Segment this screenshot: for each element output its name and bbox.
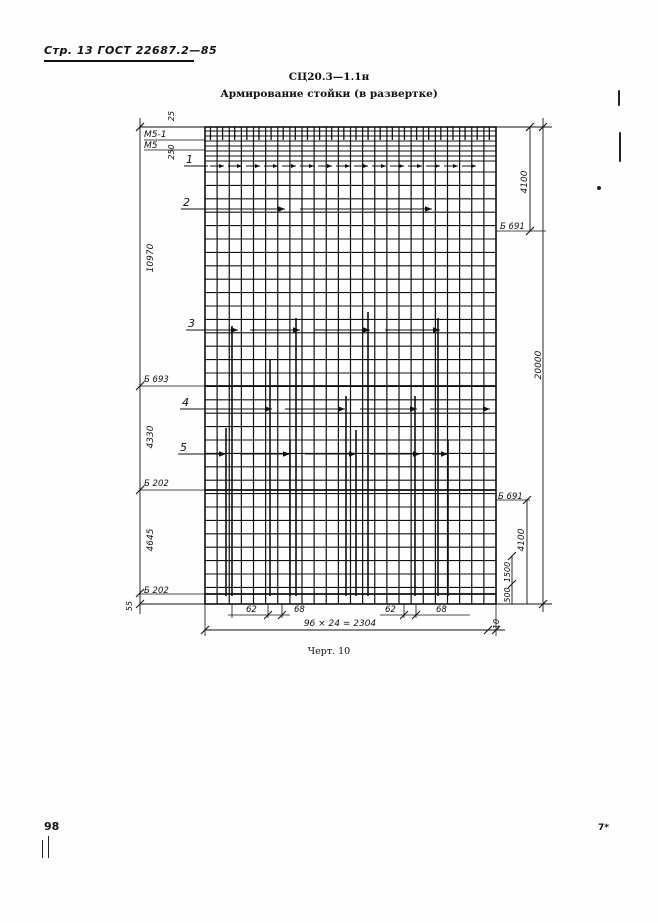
dimension-55: 55 xyxy=(125,600,134,612)
position-2: 2 xyxy=(183,196,190,209)
dimension-4100-top: 4100 xyxy=(520,170,530,194)
figure-caption: Черт. 10 xyxy=(307,646,351,657)
dimension-68-left: 68 xyxy=(294,605,305,615)
bolt-label-b691-top: Б 691 xyxy=(500,222,525,232)
dimension-10970: 10970 xyxy=(146,243,156,273)
drawing-title: Армирование стойки (в развертке) xyxy=(220,88,438,100)
corner-mark: 7* xyxy=(598,823,609,833)
dimension-4645: 4645 xyxy=(146,528,156,552)
dimension-25: 25 xyxy=(167,110,176,122)
bottom-dimensions xyxy=(201,604,505,636)
dimension-20000: 20000 xyxy=(534,350,544,380)
bolt-label-b202-upper: Б 202 xyxy=(144,479,169,489)
dimension-4100-bottom: 4100 xyxy=(517,528,527,552)
dimension-10: 10 xyxy=(492,618,501,630)
bolt-label-b693: Б 693 xyxy=(144,375,169,385)
dimension-1500: 1500 xyxy=(503,561,512,583)
position-5: 5 xyxy=(180,441,187,454)
drawing-code: СЦ20.3—1.1н xyxy=(288,71,370,83)
position-callouts xyxy=(178,153,208,454)
dimension-68-right: 68 xyxy=(436,605,447,615)
dimension-4330: 4330 xyxy=(146,425,156,449)
dimension-250: 250 xyxy=(167,144,176,160)
dimension-62-right: 62 xyxy=(385,605,396,615)
scan-mark xyxy=(619,132,621,162)
bolt-label-b691-bottom: Б 691 xyxy=(498,492,523,502)
position-1: 1 xyxy=(186,153,193,166)
bolt-label-b202-lower: Б 202 xyxy=(144,586,169,596)
position-4: 4 xyxy=(182,396,189,409)
position-3: 3 xyxy=(188,317,195,330)
bolt-labels-left xyxy=(140,375,205,596)
mesh-label-m5: М5 xyxy=(144,141,158,151)
dimension-overall: 96 × 24 = 2304 xyxy=(303,619,377,629)
mesh-label-m5-1: М5-1 xyxy=(144,130,167,140)
scan-mark xyxy=(597,186,601,190)
dimension-500: 500 xyxy=(503,587,512,603)
page-header: Стр. 13 ГОСТ 22687.2—85 xyxy=(44,44,218,57)
page-number: 98 xyxy=(44,820,60,833)
scan-mark xyxy=(42,840,43,858)
scan-mark xyxy=(48,836,49,858)
dimension-62-left: 62 xyxy=(246,605,257,615)
scan-mark xyxy=(618,90,620,106)
